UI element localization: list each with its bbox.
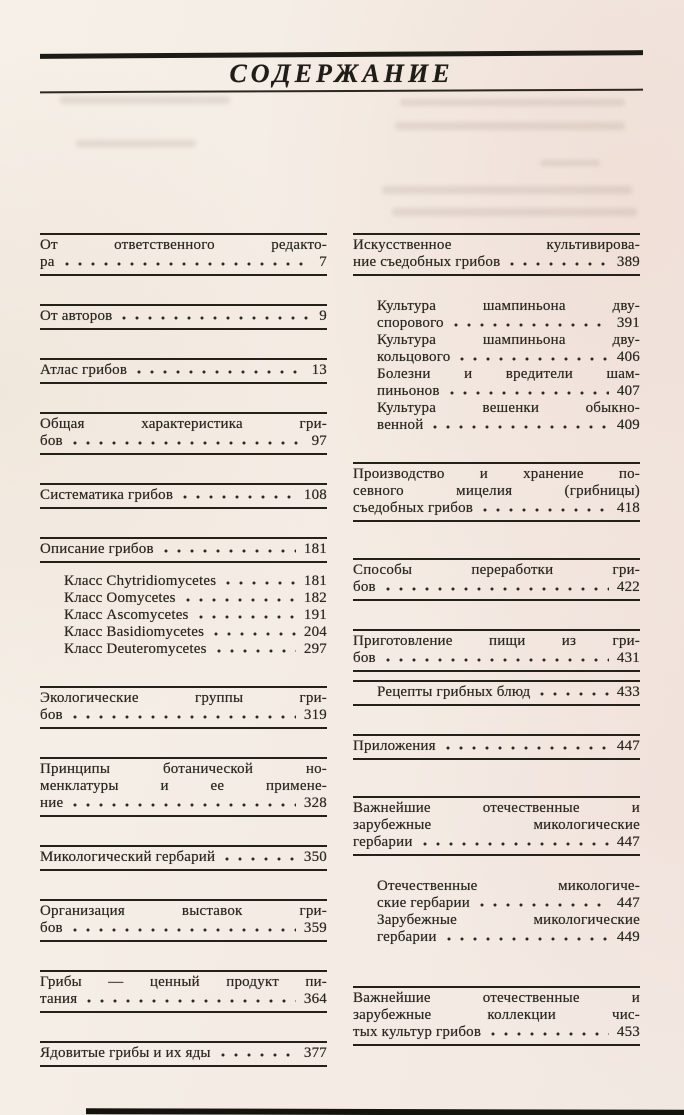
entry-text: Болезни и вредители шам- [377, 366, 640, 382]
entry-line [377, 895, 640, 912]
page-number: 453 [616, 1024, 640, 1040]
toc-subentry [40, 641, 327, 658]
entry-text: пиньонов [377, 383, 440, 399]
toc-entry [40, 845, 327, 871]
entry-text: Важнейшие отечественные и [353, 800, 640, 816]
entry-line [64, 590, 327, 607]
toc-entry [40, 483, 327, 509]
page-number: 389 [616, 254, 640, 270]
entry-line [353, 738, 640, 755]
entry-text: тых культур грибов [353, 1024, 482, 1040]
show-through-smudge [392, 208, 637, 216]
entry-line [40, 690, 327, 707]
entry-text: бов [353, 579, 376, 595]
entry-text: От ответственного редакто- [40, 237, 327, 253]
page-number: 418 [616, 500, 640, 516]
entry-line [353, 500, 640, 517]
entry-text: Отечественные микологиче- [377, 878, 640, 894]
entry-line [353, 800, 640, 817]
dot-leaders [225, 857, 296, 861]
entry-text: Описание грибов [40, 541, 154, 557]
page-number: 9 [319, 308, 327, 324]
entry-line [353, 483, 640, 500]
entry-text: гербарии [377, 929, 437, 945]
entry-line [40, 237, 327, 254]
page-number: 191 [303, 607, 327, 623]
entry-line [64, 607, 327, 624]
show-through-smudge [400, 99, 625, 106]
entry-text: Искусственное культивирова- [353, 237, 640, 253]
entry-text: бов [40, 433, 63, 449]
dot-leaders [221, 1053, 296, 1057]
toc-column-right [353, 233, 640, 1067]
entry-line [353, 254, 640, 271]
entry-line [377, 417, 640, 434]
page-number: 7 [319, 254, 327, 270]
page-number: 409 [616, 417, 640, 433]
entry-line [377, 878, 640, 895]
dot-leaders [423, 842, 609, 846]
page-number: 297 [303, 641, 327, 657]
toc-entry [353, 629, 640, 672]
dot-leaders [183, 495, 296, 499]
toc-header [40, 52, 643, 92]
dot-leaders [386, 587, 609, 591]
entry-text: Важнейшие отечественные и [353, 990, 640, 1006]
dot-leaders [454, 323, 609, 327]
toc-entry [353, 796, 640, 856]
page-title: СОДЕРЖАНИЕ [229, 59, 454, 88]
entry-line [40, 920, 327, 937]
toc-column-left [40, 233, 327, 1067]
entry-text: Рецепты грибных блюд [377, 684, 531, 700]
entry-text: Приготовление пищи из гри- [353, 633, 640, 649]
entry-text: бов [353, 650, 376, 666]
toc-entry [353, 462, 640, 522]
page-number: 181 [303, 541, 327, 557]
dot-leaders [73, 803, 296, 807]
entry-line [64, 624, 327, 641]
toc-subentry [40, 573, 327, 590]
entry-line [40, 707, 327, 724]
entry-text: Класс Deuteromycetes [64, 641, 207, 657]
toc-entry [40, 304, 327, 330]
dot-leaders [450, 391, 609, 395]
dot-leaders [122, 316, 311, 320]
dot-leaders [447, 937, 609, 941]
dot-leaders [386, 658, 609, 662]
entry-line [377, 366, 640, 383]
entry-line [353, 1007, 640, 1024]
entry-text: Организация выставок гри- [40, 903, 327, 919]
entry-line [353, 579, 640, 596]
dot-leaders [217, 649, 296, 653]
entry-text: тания [40, 991, 78, 1007]
dot-leaders [186, 598, 296, 602]
dot-leaders [226, 581, 296, 585]
entry-line [40, 433, 327, 450]
show-through-smudge [60, 96, 230, 104]
entry-text: Систематика грибов [40, 487, 174, 503]
entry-text: кольцового [377, 349, 451, 365]
toc-subentry [40, 590, 327, 607]
entry-line [64, 641, 327, 658]
dot-leaders [214, 632, 296, 636]
entry-line [353, 466, 640, 483]
entry-text: Ядовитые грибы и их яды [40, 1045, 211, 1061]
toc-entry [40, 537, 327, 563]
entry-text: севного мицелия (грибницы) [353, 483, 640, 499]
entry-text: Экологические группы гри- [40, 690, 327, 706]
entry-text: Атлас грибов [40, 362, 128, 378]
dot-leaders [540, 692, 609, 696]
show-through-smudge [382, 186, 632, 194]
page-number: 350 [303, 849, 327, 865]
toc-subentry [40, 624, 327, 641]
entry-text: менклатуры и ее примене- [40, 778, 327, 794]
toc-entry [40, 899, 327, 942]
page-number: 319 [303, 707, 327, 723]
entry-text: гербарии [353, 834, 413, 850]
entry-text: Приложения [353, 738, 436, 754]
page-number: 97 [311, 433, 327, 449]
page-number: 204 [303, 624, 327, 640]
toc-subentry [353, 366, 640, 400]
dot-leaders [510, 262, 609, 266]
entry-line [377, 684, 640, 701]
page-number: 406 [616, 349, 640, 365]
page-number: 377 [303, 1045, 327, 1061]
entry-line [40, 974, 327, 991]
toc-subentry [353, 400, 640, 434]
toc-subentry [353, 680, 640, 706]
toc-entry [353, 734, 640, 760]
entry-line [40, 541, 327, 558]
entry-line [40, 362, 327, 379]
toc-subentry [353, 878, 640, 912]
toc-entry [40, 757, 327, 817]
entry-line [377, 929, 640, 946]
page-number: 328 [303, 795, 327, 811]
page-number: 407 [616, 383, 640, 399]
page-number: 447 [616, 834, 640, 850]
page-number: 433 [616, 684, 640, 700]
entry-text: Культура шампиньона дву- [377, 298, 640, 314]
entry-text: Микологический гербарий [40, 849, 216, 865]
entry-line [377, 349, 640, 366]
entry-line [40, 1045, 327, 1062]
entry-text: зарубежные коллекции чис- [353, 1007, 640, 1023]
dot-leaders [483, 508, 609, 512]
entry-text: Зарубежные микологические [377, 912, 640, 928]
toc-entry [353, 986, 640, 1046]
entry-line [353, 633, 640, 650]
toc-subentry [40, 607, 327, 624]
toc-entry [353, 233, 640, 276]
page-number: 13 [311, 362, 327, 378]
entry-text: венной [377, 417, 424, 433]
dot-leaders [164, 549, 296, 553]
page-number: 181 [303, 573, 327, 589]
entry-line [40, 795, 327, 812]
entry-line [40, 416, 327, 433]
entry-line [40, 903, 327, 920]
page-number: 431 [616, 650, 640, 666]
toc-entry [40, 970, 327, 1013]
toc-entry [353, 558, 640, 601]
entry-line [353, 237, 640, 254]
entry-line [40, 308, 327, 325]
entry-line [377, 298, 640, 315]
dot-leaders [480, 903, 609, 907]
entry-text: Класс Chytridiomycetes [64, 573, 217, 589]
page-edge-bar [86, 1108, 684, 1115]
entry-line [353, 817, 640, 834]
toc-entry [40, 1041, 327, 1067]
entry-line [40, 254, 327, 271]
entry-line [353, 650, 640, 667]
entry-text: Грибы — ценный продукт пи- [40, 974, 327, 990]
entry-text: Класс Ascomycetes [64, 607, 189, 623]
entry-text: ние съедобных грибов [353, 254, 501, 270]
show-through-smudge [395, 122, 625, 130]
dot-leaders [73, 715, 296, 719]
page-number: 447 [616, 895, 640, 911]
dot-leaders [73, 928, 296, 932]
entry-line [353, 990, 640, 1007]
toc-subentry [353, 332, 640, 366]
page-number: 364 [303, 991, 327, 1007]
page-number: 108 [303, 487, 327, 503]
entry-line [353, 834, 640, 851]
entry-line [377, 400, 640, 417]
entry-line [40, 487, 327, 504]
dot-leaders [491, 1032, 609, 1036]
dot-leaders [446, 746, 609, 750]
page-number: 422 [616, 579, 640, 595]
entry-text: Класс Basidiomycetes [64, 624, 205, 640]
toc-columns [40, 233, 640, 1067]
page-number: 449 [616, 929, 640, 945]
toc-entry [40, 358, 327, 384]
toc-subentry [353, 298, 640, 332]
toc-entry [40, 686, 327, 729]
dot-leaders [87, 999, 296, 1003]
entry-text: Культура шампиньона дву- [377, 332, 640, 348]
page-number: 359 [303, 920, 327, 936]
entry-text: От авторов [40, 308, 113, 324]
toc-entry [40, 412, 327, 455]
entry-text: Общая характеристика гри- [40, 416, 327, 432]
entry-line [40, 778, 327, 795]
entry-text: бов [40, 707, 63, 723]
entry-text: ра [40, 254, 55, 270]
entry-line [377, 332, 640, 349]
dot-leaders [137, 370, 303, 374]
entry-text: Способы переработки гри- [353, 562, 640, 578]
entry-line [353, 562, 640, 579]
dot-leaders [433, 425, 608, 429]
entry-line [40, 991, 327, 1008]
entry-line [377, 383, 640, 400]
entry-text: бов [40, 920, 63, 936]
entry-line [377, 315, 640, 332]
entry-text: Производство и хранение по- [353, 466, 640, 482]
entry-text: Принципы ботанической но- [40, 761, 327, 777]
dot-leaders [199, 615, 296, 619]
entry-text: зарубежные микологические [353, 817, 640, 833]
entry-line [40, 761, 327, 778]
page-number: 182 [303, 590, 327, 606]
show-through-smudge [76, 140, 196, 147]
entry-text: съедобных грибов [353, 500, 474, 516]
show-through-smudge [540, 160, 600, 166]
entry-line [377, 912, 640, 929]
entry-line [64, 573, 327, 590]
toc-entry [40, 233, 327, 276]
entry-text: ские гербарии [377, 895, 470, 911]
page-number: 391 [616, 315, 640, 331]
dot-leaders [460, 357, 608, 361]
entry-text: спорового [377, 315, 444, 331]
entry-text: ние [40, 795, 64, 811]
page-number: 447 [616, 738, 640, 754]
dot-leaders [65, 262, 312, 266]
entry-text: Класс Oomycetes [64, 590, 176, 606]
entry-text: Культура вешенки обыкно- [377, 400, 640, 416]
entry-line [353, 1024, 640, 1041]
toc-subentry [353, 912, 640, 946]
entry-line [40, 849, 327, 866]
dot-leaders [73, 441, 304, 445]
